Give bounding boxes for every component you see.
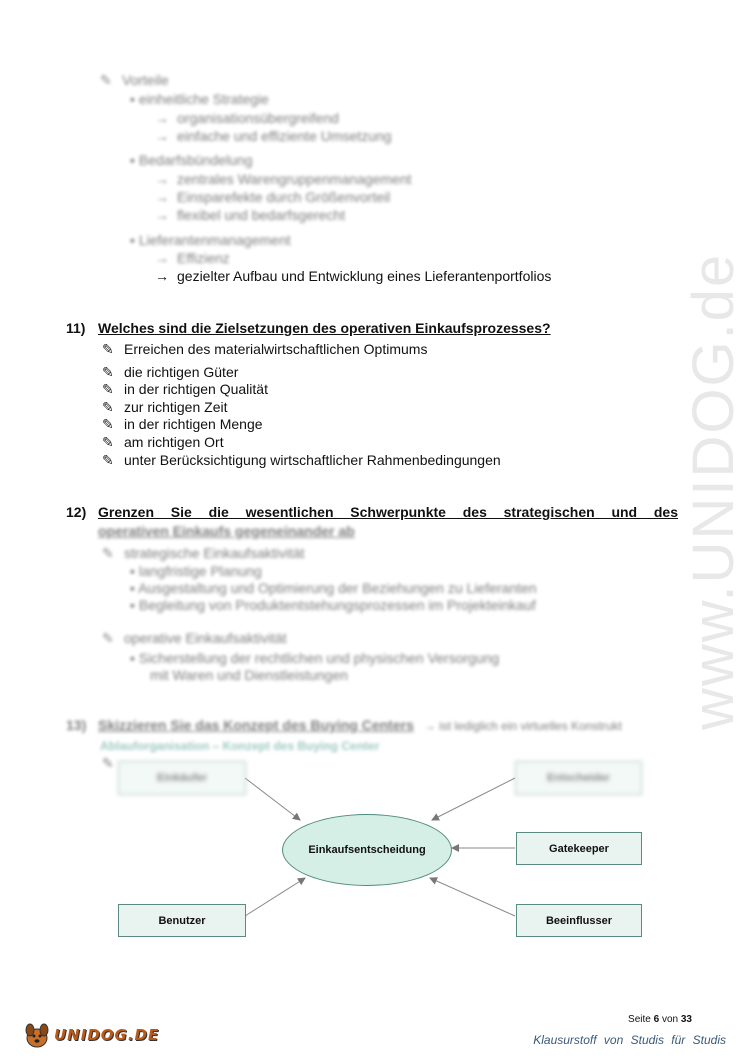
node-beeinflusser — [516, 904, 642, 937]
arrow-text: Effizienz — [177, 250, 230, 266]
arrow-item: → Einsparefekte durch Größenvorteil — [155, 189, 391, 205]
page-total: 33 — [680, 1014, 692, 1025]
bullet-item: ▪ langfristige Planung — [130, 563, 262, 579]
bullet-item: ▪ einheitliche Strategie — [130, 91, 269, 107]
hand-pointer-icon: ✎ — [102, 399, 114, 415]
bullet-item: ▪ Ausgestaltung und Optimierung der Beziehungen zu Lieferanten — [130, 580, 537, 596]
arrow-text: organisationsübergreifend — [177, 110, 339, 126]
hand-pointer-icon: ✎ — [102, 341, 114, 357]
bullet-text: Sicherstellung der rechtlichen und physischen Versorgung — [138, 650, 500, 666]
arrow-item: → einfache und effiziente Umsetzung — [155, 128, 392, 144]
arrow-text: gezielter Aufbau und Entwicklung eines Lieferantenportfolios — [177, 268, 552, 284]
question-title: Grenzen Sie die wesentlichen Schwerpunkte des strategischen und des — [98, 504, 678, 520]
arrow-benutzer — [245, 878, 305, 916]
heading-text: Vorteile — [122, 72, 169, 88]
node-label: Benutzer — [158, 914, 206, 927]
question-note: → ist lediglich ein virtuelles Konstrukt — [423, 719, 622, 733]
list-item-text: am richtigen Ort — [124, 434, 224, 450]
bullet-item: ▪ Sicherstellung der rechtlichen und physischen Versorgung — [130, 650, 500, 666]
subheading-text: strategische Einkaufsaktivität — [124, 545, 305, 561]
footer-slogan: Klausurstoff von Studis für Studis — [533, 1033, 726, 1047]
hand-pointer-icon: ✎ — [102, 364, 114, 380]
node-einkaufer — [118, 761, 246, 795]
arrow-beeinflusser — [430, 878, 515, 916]
node-label: Gatekeeper — [549, 842, 609, 855]
arrow-einkaufer — [245, 778, 300, 820]
bullet-text: einheitliche Strategie — [138, 91, 269, 107]
bullet-text: Lieferantenmanagement — [138, 232, 291, 248]
question-title: Skizzieren Sie das Konzept des Buying Centers — [98, 717, 414, 733]
arrow-item: → flexibel und bedarfsgerecht — [155, 207, 346, 223]
question-number: 13) — [66, 717, 87, 733]
hand-pointer-icon: ✎ — [102, 381, 114, 397]
arrow-item: → Effizienz — [155, 250, 230, 266]
list-item-text: unter Berücksichtigung wirtschaftlicher Rahmenbedingungen — [124, 452, 501, 468]
bullet-item: ▪ Bedarfsbündelung — [130, 152, 253, 168]
question-number: 12) — [66, 504, 87, 520]
bullet-text: Bedarfsbündelung — [138, 152, 253, 168]
page-of: von — [661, 1014, 679, 1025]
arrow-text: Einsparefekte durch Größenvorteil — [177, 189, 391, 205]
question-title-text: operativen Einkaufs gegeneinander ab — [98, 523, 355, 539]
node-label: Einkaufsentscheidung — [308, 844, 426, 856]
arrow-text: flexibel und bedarfsgerecht — [177, 207, 346, 223]
arrow-text: einfache und effiziente Umsetzung — [177, 128, 392, 144]
bullet-item: ▪ Begleitung von Produktentstehungsprozessen im Projekteinkauf — [130, 597, 536, 613]
hand-pointer-icon: ✎ — [100, 72, 112, 88]
question-number: 11) — [66, 320, 86, 336]
hand-pointer-icon: ✎ — [102, 452, 114, 468]
hand-pointer-icon: ✎ — [102, 434, 114, 450]
bullet-text: mit Waren und Dienstleistungen — [150, 667, 348, 683]
arrow-item: → organisationsübergreifend — [155, 110, 339, 126]
node-einkaufsentscheidung — [282, 814, 452, 886]
node-benutzer — [118, 904, 246, 937]
bullet-item: ▪ Lieferantenmanagement — [130, 232, 291, 248]
bullet-text: Begleitung von Produktentstehungsprozessen im Projekteinkauf — [138, 597, 536, 613]
list-item-text: in der richtigen Menge — [124, 416, 263, 432]
node-label: Einkäufer — [156, 772, 208, 784]
diagram-subtitle: Ablauforganisation – Konzept des Buying Center — [100, 739, 380, 753]
hand-pointer-icon: ✎ — [102, 630, 114, 646]
hand-pointer-icon: ✎ — [102, 545, 114, 561]
answer-text: Erreichen des materialwirtschaftlichen Optimums — [124, 341, 428, 357]
dog-icon — [22, 1020, 52, 1050]
node-gatekeeper — [516, 832, 642, 865]
logo-text: UNIDOG.DE — [54, 1026, 160, 1044]
bullet-text: langfristige Planung — [138, 563, 262, 579]
page-number: 6 — [653, 1014, 660, 1025]
node-label: Beeinflusser — [545, 914, 613, 927]
unidog-logo — [22, 1020, 159, 1050]
page-indicator — [628, 1014, 692, 1025]
list-item-text: zur richtigen Zeit — [124, 399, 228, 415]
arrow-item: → zentrales Warengruppenmanagement — [155, 171, 412, 187]
watermark: www.UNIDOG.de — [681, 252, 746, 730]
arrow-entscheider — [432, 778, 515, 820]
hand-pointer-icon: ✎ — [102, 755, 114, 771]
arrow-icon: → — [155, 268, 169, 284]
arrow-text: zentrales Warengruppenmanagement — [177, 171, 412, 187]
node-entscheider — [515, 761, 642, 795]
bullet-text: Ausgestaltung und Optimierung der Beziehungen zu Lieferanten — [138, 580, 537, 596]
page-word: Seite — [628, 1014, 651, 1025]
node-label: Entscheider — [547, 772, 610, 784]
question-title: Welches sind die Zielsetzungen des operativen Einkaufsprozesses? — [98, 320, 551, 336]
list-item-text: die richtigen Güter — [124, 364, 239, 380]
list-item-text: in der richtigen Qualität — [124, 381, 268, 397]
hand-pointer-icon: ✎ — [102, 416, 114, 432]
subheading-text: operative Einkaufsaktivität — [124, 630, 287, 646]
